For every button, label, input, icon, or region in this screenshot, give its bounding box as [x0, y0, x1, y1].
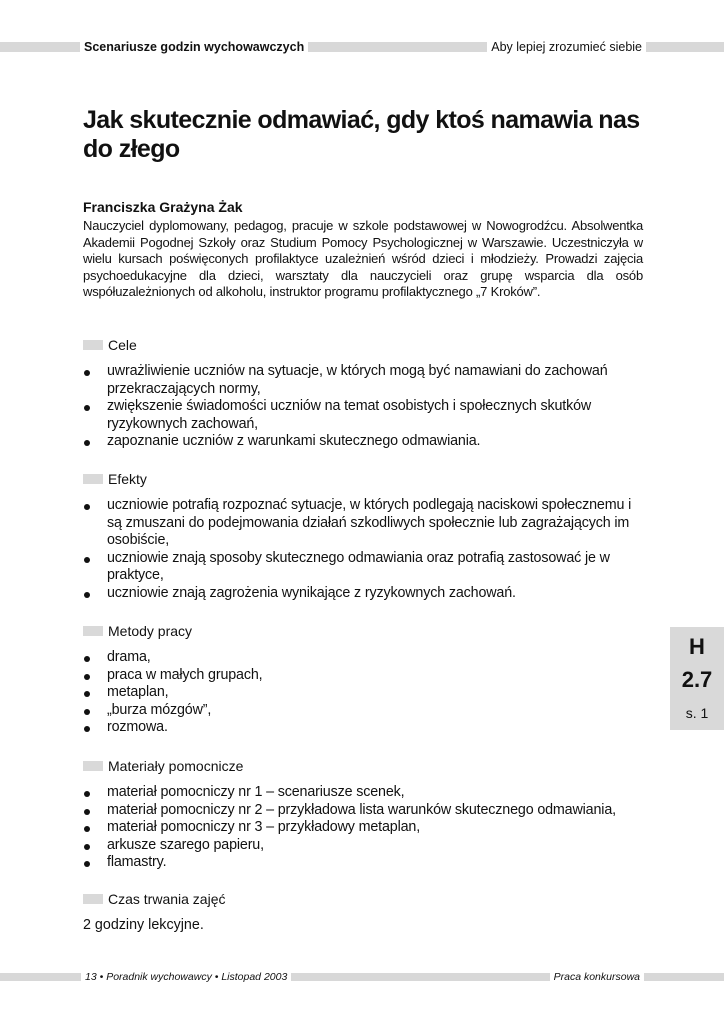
list-item: arkusze szarego papieru, [83, 837, 643, 855]
section-heading-materialy [83, 758, 243, 774]
list-item: flamastry. [83, 854, 643, 872]
header-section-title: Aby lepiej zrozumieć siebie [487, 39, 646, 55]
list-item: uwrażliwienie uczniów na sytuacje, w których mogą być namawiani do zachowań przekraczających normy, [83, 363, 643, 398]
duration-text: 2 godziny lekcyjne. [83, 917, 204, 933]
header-series-title: Scenariusze godzin wychowawczych [80, 39, 308, 55]
footer-category: Praca konkursowa [550, 970, 644, 984]
tab-letter: H [689, 634, 705, 659]
materials-list [83, 784, 643, 872]
effects-list [83, 497, 643, 603]
section-heading-cele [83, 337, 137, 353]
tab-page: s. 1 [685, 705, 709, 721]
list-item: metaplan, [83, 684, 643, 702]
list-item: materiał pomocniczy nr 1 – scenariusze scenek, [83, 784, 643, 802]
section-marker [83, 626, 103, 636]
section-marker [83, 474, 103, 484]
section-heading-label: Czas trwania zajęć [108, 891, 226, 907]
section-heading-label: Materiały pomocnicze [108, 758, 244, 774]
list-item: zapoznanie uczniów z warunkami skutecznego odmawiania. [83, 433, 643, 451]
footer-publication: 13 • Poradnik wychowawcy • Listopad 2003 [81, 970, 291, 984]
list-item: uczniowie znają zagrożenia wynikające z ryzykownych zachowań. [83, 585, 643, 603]
list-item: materiał pomocniczy nr 3 – przykładowy metaplan, [83, 819, 643, 837]
section-marker [83, 894, 103, 904]
list-item: praca w małych grupach, [83, 667, 643, 685]
section-marker [83, 761, 103, 771]
list-item: „burza mózgów”, [83, 702, 643, 720]
section-heading-label: Metody pracy [108, 623, 193, 639]
goals-list [83, 363, 643, 451]
section-heading-label: Efekty [108, 471, 147, 487]
list-item: drama, [83, 649, 643, 667]
tab-number: 2.7 [681, 667, 713, 692]
list-item: uczniowie potrafią rozpoznać sytuacje, w których podlegają naciskowi społecznemu i są zmuszani do podejmowania działań szkodliwych społecznie lub zagrażających im osobiście, [83, 497, 643, 550]
section-heading-metody [83, 623, 192, 639]
list-item: zwiększenie świadomości uczniów na temat osobistych i społecznych skutków ryzykownych zachowań, [83, 398, 643, 433]
author-name: Franciszka Grażyna Żak [83, 199, 243, 215]
page-title: Jak skutecznie odmawiać, gdy ktoś namawia nas do złego [83, 106, 640, 163]
section-tab [670, 627, 724, 730]
author-bio: Nauczyciel dyplomowany, pedagog, pracuje w szkole podstawowej w Nowogrodźcu. Absolwentka Akademii Pogodnej Szkoły oraz Studium Pomocy Psychologicznej w Warszawie. Uczestniczyła w wielu kursach poświęconych profilaktyce uzależnień wśród dzieci i młodzieży. Prowadzi zajęcia psychoedukacyjne dla dzieci, warsztaty dla nauczycieli oraz grupę wsparcia dla osób współuzależnionych od alkoholu, instruktor programu profilaktycznego „7 Kroków”. [83, 218, 643, 300]
section-heading-efekty [83, 471, 147, 487]
methods-list [83, 649, 643, 737]
section-heading-czas [83, 891, 226, 907]
section-heading-label: Cele [108, 337, 137, 353]
section-marker [83, 340, 103, 350]
list-item: rozmowa. [83, 719, 643, 737]
list-item: materiał pomocniczy nr 2 – przykładowa lista warunków skutecznego odmawiania, [83, 802, 643, 820]
list-item: uczniowie znają sposoby skutecznego odmawiania oraz potrafią zastosować je w praktyce, [83, 550, 643, 585]
